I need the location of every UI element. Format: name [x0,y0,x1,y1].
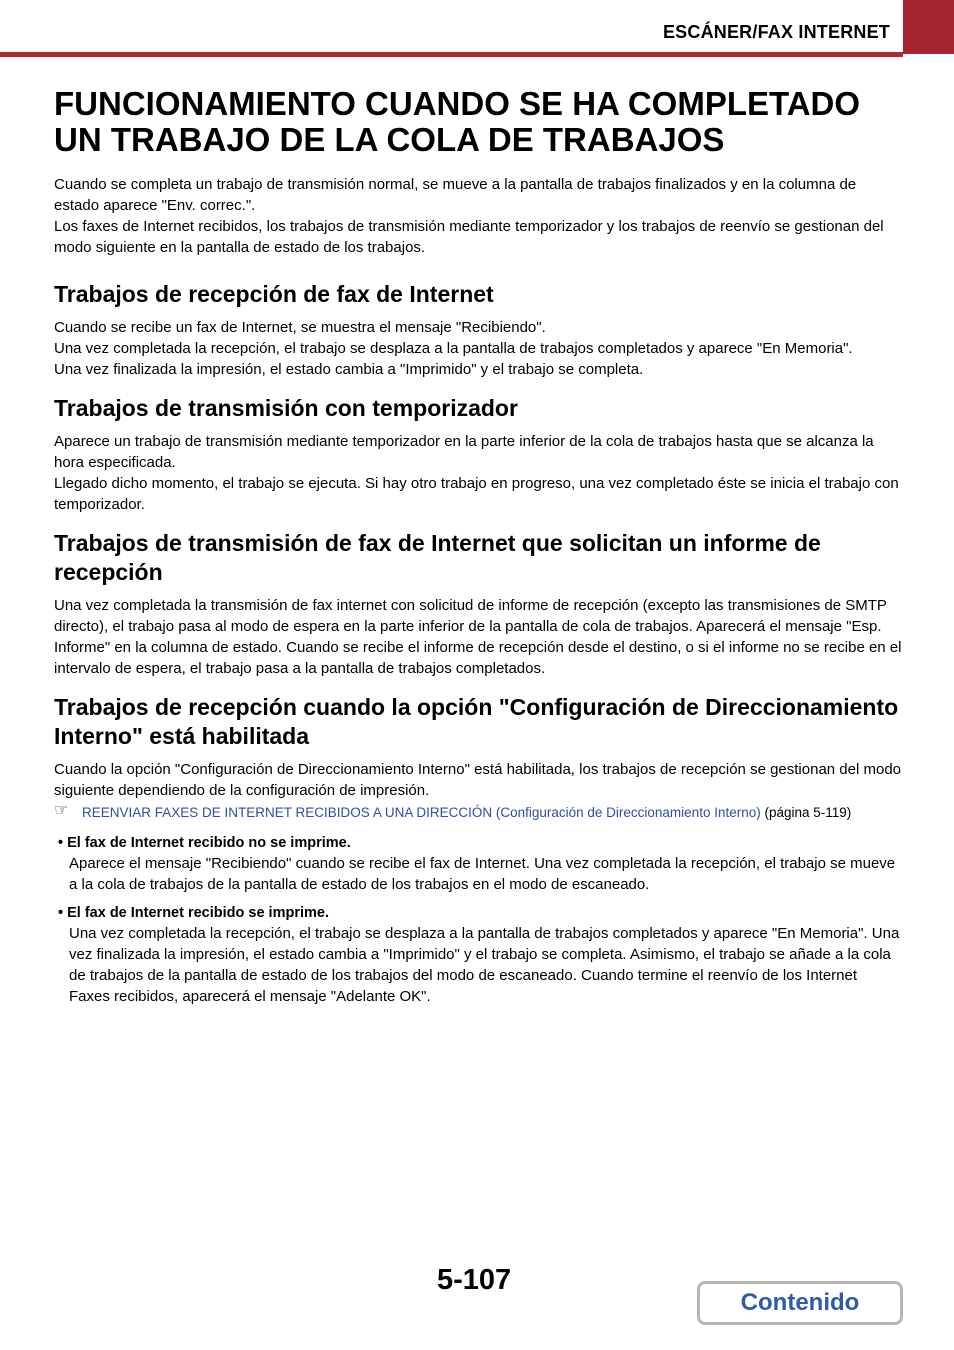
bullet-item [54,903,902,1007]
section-paragraph: Cuando se recibe un fax de Internet, se muestra el mensaje "Recibiendo". [54,319,546,336]
section-timer-transmission [54,394,902,515]
section-label: ESCÁNER/FAX INTERNET [662,22,890,42]
bullet-title: • El fax de Internet recibido se imprime. [58,905,329,921]
bullet-title: • El fax de Internet recibido no se imprime. [58,835,351,851]
header-rule [0,52,903,57]
intro-paragraph: Cuando se completa un trabajo de transmisión normal, se mueve a la pantalla de trabajos finalizados y en la columna de estado aparece "Env. correc.". [54,176,857,214]
reference-note [54,803,902,823]
header-tab [903,0,954,54]
section-paragraph: Una vez finalizada la impresión, el estado cambia a "Imprimido" y el trabajo se completa. [54,361,644,378]
section-paragraph: Una vez completada la transmisión de fax internet con solicitud de informe de recepción (excepto las transmisiones de SMTP directo), el trabajo pasa al modo de espera en la parte inferior de la pantalla de cola de trabajos. Aparecerá el mensaje "Esp. Informe" en la columna de estado. Cuando se recibe el informe de recepción desde el destino, o si el informe no se recibe en el intervalo de espera, el trabajo pasa a la pantalla de trabajos completados. [54,597,902,677]
section-reception-report [54,529,902,679]
page-number: 5-107 [437,1264,512,1296]
section-heading: Trabajos de transmisión con temporizador [54,395,518,421]
bullet-body: Aparece el mensaje "Recibiendo" cuando se recibe el fax de Internet. Una vez completada la recepción, el trabajo se mueve a la cola de trabajos de la pantalla de estado de los trabajos en el modo de escaneado. [69,855,896,893]
intro [54,174,902,258]
section-paragraph: Una vez completada la recepción, el trabajo se desplaza a la pantalla de trabajos completados y aparece "En Memoria". [54,340,853,357]
reference-page: (página 5-119) [764,805,852,820]
contents-button[interactable]: Contenido [697,1281,903,1325]
bullet-body: Una vez completada la recepción, el trabajo se desplaza a la pantalla de trabajos completados y aparece "En Memoria". Una vez finalizada la impresión, el estado cambia a "Imprimido" y el trabajo se completa. Asimismo, el trabajo se añade a la cola de trabajos de la pantalla de estado de los trabajos del modo de escaneado. Cuando termine el reenvío de los Internet Faxes recibidos, aparecerá el mensaje "Adelante OK". [69,925,900,1005]
section-paragraph: Llegado dicho momento, el trabajo se ejecuta. Si hay otro trabajo en progreso, una vez completado éste se inicia el trabajo con temporizador. [54,475,899,513]
page-title: FUNCIONAMIENTO CUANDO SE HA COMPLETADO UN TRABAJO DE LA COLA DE TRABAJOS [54,85,861,158]
pointing-hand-icon: ☞ [54,802,69,819]
section-fax-reception [54,280,902,380]
section-inbound-routing [54,693,902,1007]
reference-link[interactable]: REENVIAR FAXES DE INTERNET RECIBIDOS A UNA DIRECCIÓN (Configuración de Direccionamiento Interno) [82,805,761,820]
section-heading: Trabajos de recepción cuando la opción "Configuración de Direccionamiento Interno" está habilitada [54,694,899,749]
section-paragraph: Aparece un trabajo de transmisión mediante temporizador en la parte inferior de la cola de trabajos hasta que se alcanza la hora especificada. [54,433,874,471]
section-paragraph: Cuando la opción "Configuración de Direccionamiento Interno" está habilitada, los trabajos de recepción se gestionan del modo siguiente dependiendo de la configuración de impresión. [54,761,902,799]
section-heading: Trabajos de transmisión de fax de Internet que solicitan un informe de recepción [54,530,821,585]
page-content [54,86,902,1021]
bullet-item [54,833,902,895]
section-heading: Trabajos de recepción de fax de Internet [54,281,494,307]
intro-paragraph: Los faxes de Internet recibidos, los trabajos de transmisión mediante temporizador y los trabajos de reenvío se gestionan del modo siguiente en la pantalla de estado de los trabajos. [54,218,884,256]
